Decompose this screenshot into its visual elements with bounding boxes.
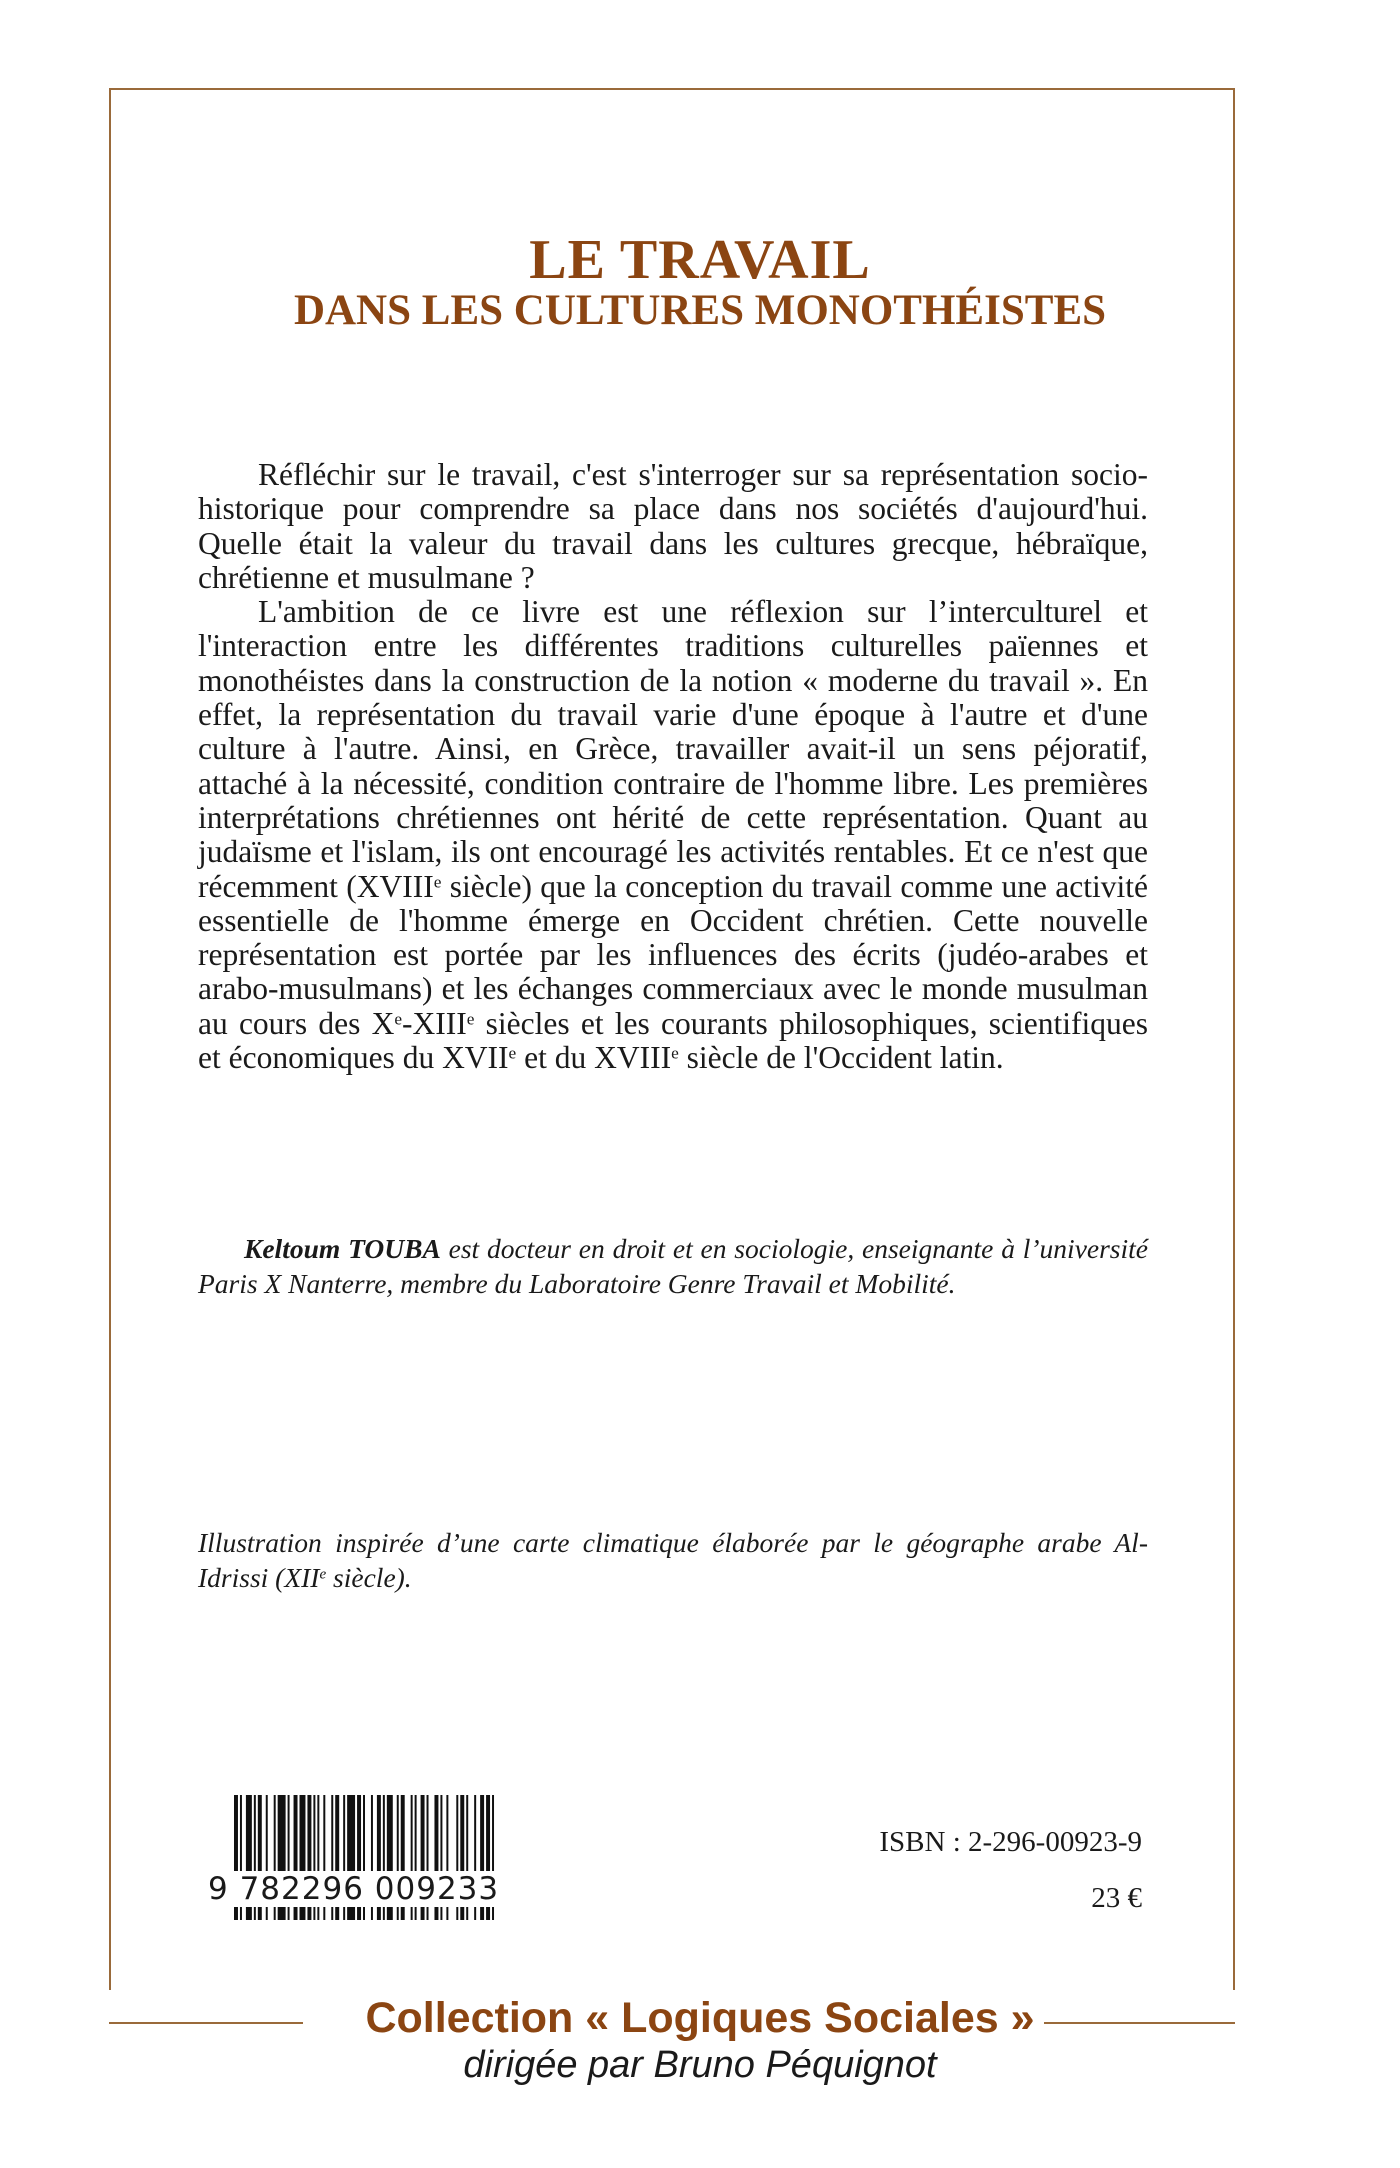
price: 23 € [1091,1882,1142,1914]
barcode-digits: 9 782296 009233 [208,1871,500,1907]
book-title: LE TRAVAIL [529,229,871,291]
author-bio: Keltoum TOUBA est docteur en droit et en sociologie, enseignante à l’université Paris X Nanterre, membre du Laboratoire Genre Travail et Mobilité. [198,1233,1149,1299]
description-paragraph-2: L'ambition de ce livre est une réflexion sur l’interculturel et l'interaction entre les différentes traditions culturelles païennes et monothéistes dans la construction de la notion « moderne du travail ». En effet, la représentation du travail varie d'une époque à l'autre et d'une culture à l'autre. Ainsi, en Grèce, travailler avait-il un sens péjoratif, attaché à la nécessité, condition contraire de l'homme libre. Les premières interprétations chrétiennes ont hérité de cette représentation. Quant au judaïsme et l'islam, ils ont encouragé les activités rentables. Et ce n'est que récemment (XVIIIe siècle) que la conception du travail comme une activité essentielle de l'homme émerge en Occident chrétien. Cette nouvelle représentation est portée par les influences des écrits (judéo-arabes et arabo-musulmans) et les échanges commerciaux avec le monde musulman au cours des Xe-XIIIe siècles et les courants philosophiques, scientifiques et économiques du XVIIe et du XVIIIe siècle de l'Occident latin. [198,594,1148,1076]
description-paragraph-1: Réfléchir sur le travail, c'est s'interroger sur sa représentation socio-historique pour comprendre sa place dans nos sociétés d'aujourd'hui. Quelle était la valeur du travail dans les cultures grecque, hébraïque, chrétienne et musulmane ? [198,457,1148,595]
book-subtitle: DANS LES CULTURES MONOTHÉISTES [293,287,1107,334]
book-description [198,458,1148,1075]
illustration-credit: Illustration inspirée d’une carte climatique élaborée par le géographe arabe Al-Idrissi (XIIe siècle). [198,1527,1148,1593]
isbn: ISBN : 2-296-00923-9 [879,1826,1142,1858]
collection-name: Collection « Logiques Sociales » [365,1994,1035,2042]
collection-director: dirigée par Bruno Péquignot [463,2044,937,2086]
author-name: Keltoum TOUBA [244,1233,441,1264]
